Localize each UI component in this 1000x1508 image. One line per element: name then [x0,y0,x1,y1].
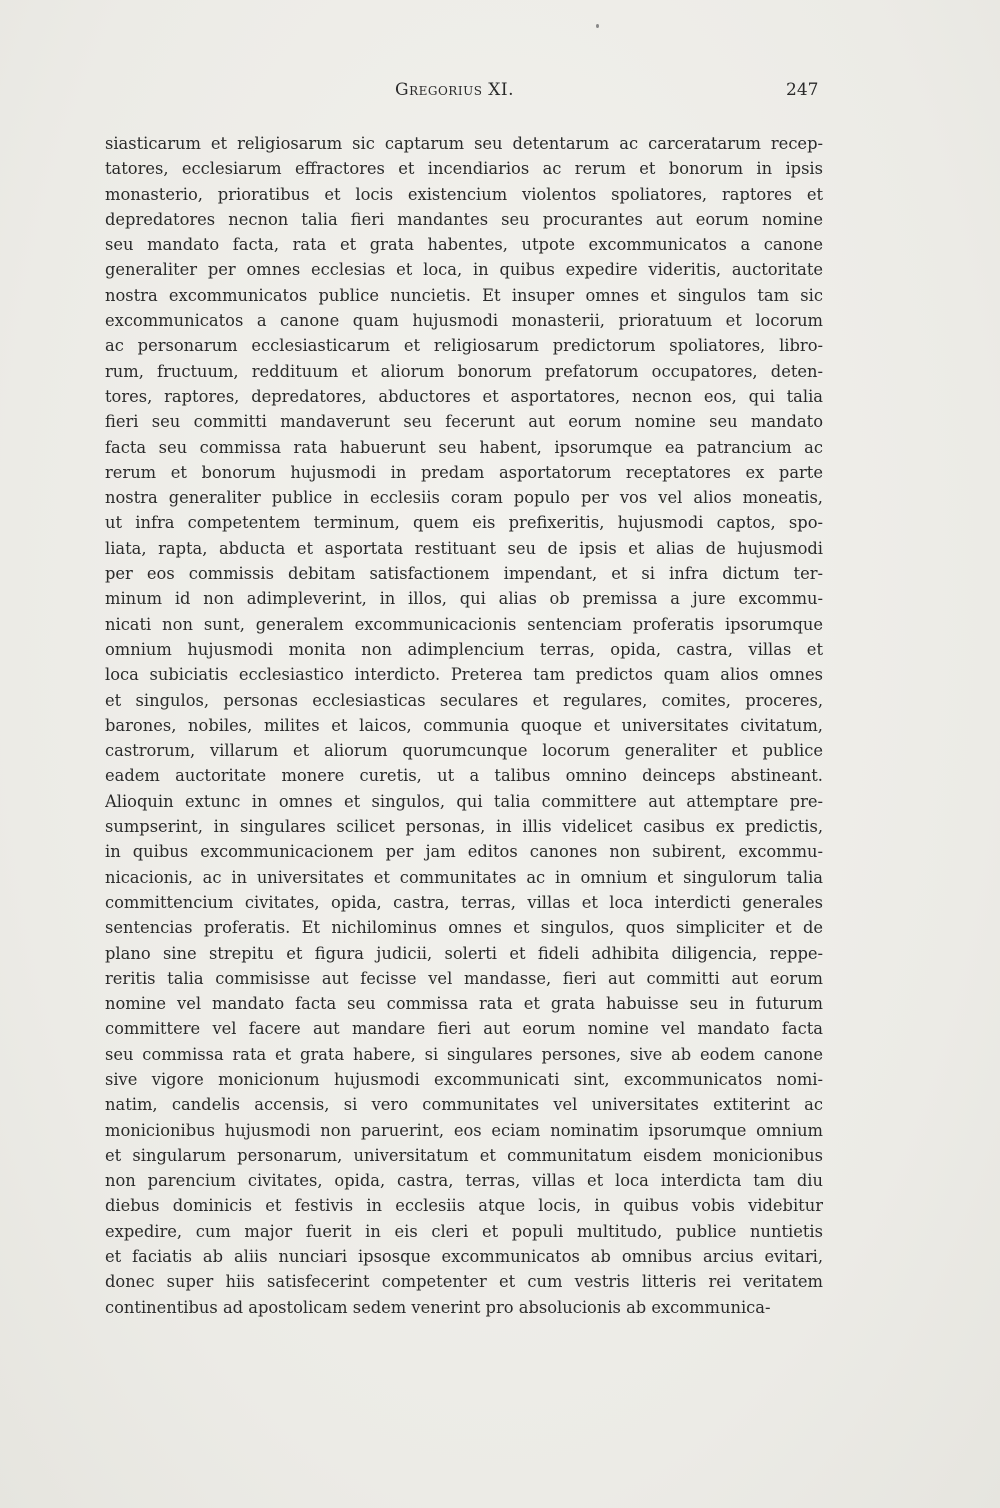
text-line: facta seu commissa rata habuerunt seu habent, ipsorumque ea patrancium ac [105,437,823,457]
text-line: plano sine strepitu et figura judicii, solerti et fideli adhibita diligencia, reppe- [105,943,823,963]
text-line: per eos commissis debitam satisfactionem impendant, et si infra dictum ter- [105,564,823,584]
ink-speck [596,24,599,28]
text-line: continentibus ad apostolicam sedem venerint pro absolucionis ab excommunica- [105,1297,771,1317]
text-line: et singularum personarum, universitatum et communitatum eisdem monicionibus [105,1145,823,1165]
body-text [105,131,823,1320]
text-line: natim, candelis accensis, si vero communitates vel universitates extiterint ac [105,1095,823,1115]
text-line: barones, nobiles, milites et laicos, communia quoque et universitates civitatum, [105,715,823,735]
text-line: expedire, cum major fuerit in eis cleri et populi multitudo, publice nuntietis [105,1221,823,1241]
text-line: seu mandato facta, rata et grata habentes, utpote excommunicatos a canone [105,235,823,255]
text-line: generaliter per omnes ecclesias et loca, in quibus expedire videritis, auctoritate [105,260,823,280]
text-line: tores, raptores, depredatores, abductores et asportatores, necnon eos, qui talia [105,386,823,406]
text-line: ac personarum ecclesiasticarum et religiosarum predictorum spoliatores, libro- [105,336,823,356]
text-line: donec super hiis satisfecerint competenter et cum vestris litteris rei veritatem [105,1272,823,1292]
text-line: in quibus excommunicacionem per jam editos canones non subirent, excommu- [105,842,823,862]
text-line: liata, rapta, abducta et asportata restituant seu de ipsis et alias de hujusmodi [105,538,823,558]
text-line: committere vel facere aut mandare fieri aut eorum nomine vel mandato facta [105,1019,823,1039]
text-line: non parencium civitates, opida, castra, terras, villas et loca interdicta tam diu [105,1171,823,1191]
text-line: et singulos, personas ecclesiasticas seculares et regulares, comites, proceres, [105,690,823,710]
text-line: sentencias proferatis. Et nichilominus omnes et singulos, quos simpliciter et de [105,918,823,938]
text-line: seu commissa rata et grata habere, si singulares persones, sive ab eodem canone [105,1044,823,1064]
running-title: Gregorius XI. [395,80,515,100]
text-line: excommunicatos a canone quam hujusmodi monasterii, prioratuum et locorum [105,311,823,331]
text-line: nostra generaliter publice in ecclesiis coram populo per vos vel alios moneatis, [105,488,823,508]
text-line: nicati non sunt, generalem excommunicacionis sentenciam proferatis ipsorumque [105,614,823,634]
text-line: ut infra competentem terminum, quem eis prefixeritis, hujusmodi captos, spo- [105,513,823,533]
text-line: nostra excommunicatos publice nuncietis. Et insuper omnes et singulos tam sic [105,285,823,305]
text-line: Alioquin extunc in omnes et singulos, qui talia committere aut attemptare pre- [105,791,823,811]
text-line: depredatores necnon talia fieri mandantes seu procurantes aut eorum nomine [105,209,823,229]
running-head [0,80,1000,104]
text-line: monicionibus hujusmodi non paruerint, eos eciam nominatim ipsorumque omnium [105,1120,823,1140]
text-line: castrorum, villarum et aliorum quorumcunque locorum generaliter et publice [105,741,823,761]
text-line: omnium hujusmodi monita non adimplencium terras, opida, castra, villas et [105,639,823,659]
text-line: rerum et bonorum hujusmodi in predam asportatorum receptatores ex parte [105,462,823,482]
text-line: nomine vel mandato facta seu commissa rata et grata habuisse seu in futurum [105,994,823,1014]
text-line: loca subiciatis ecclesiastico interdicto. Preterea tam predictos quam alios omnes [105,665,823,685]
text-line: sumpserint, in singulares scilicet personas, in illis videlicet casibus ex predictis, [105,817,823,837]
text-line: diebus dominicis et festivis in ecclesiis atque locis, in quibus vobis videbitur [105,1196,823,1216]
text-line: siasticarum et religiosarum sic captarum seu detentarum ac carceratarum recep- [105,134,823,153]
text-line: tatores, ecclesiarum effractores et incendiarios ac rerum et bonorum in ipsis [105,159,823,179]
text-line: reritis talia commisisse aut fecisse vel mandasse, fieri aut committi aut eorum [105,968,823,988]
text-line: eadem auctoritate monere curetis, ut a talibus omnino deinceps abstineant. [105,766,823,786]
text-line: fieri seu committi mandaverunt seu fecerunt aut eorum nomine seu mandato [105,412,823,432]
text-line: committencium civitates, opida, castra, terras, villas et loca interdicti generales [105,892,823,912]
page-number: 247 [786,80,819,100]
text-line: et faciatis ab aliis nunciari ipsosque excommunicatos ab omnibus arcius evitari, [105,1247,823,1267]
text-line: sive vigore monicionum hujusmodi excommunicati sint, excommunicatos nomi- [105,1069,823,1089]
text-line: minum id non adimpleverint, in illos, qui alias ob premissa a jure excommu- [105,589,823,609]
text-line: nicacionis, ac in universitates et communitates ac in omnium et singulorum talia [105,867,823,887]
text-line: rum, fructuum, reddituum et aliorum bonorum prefatorum occupatores, deten- [105,361,823,381]
text-line: monasterio, prioratibus et locis existencium violentos spoliatores, raptores et [105,184,823,204]
